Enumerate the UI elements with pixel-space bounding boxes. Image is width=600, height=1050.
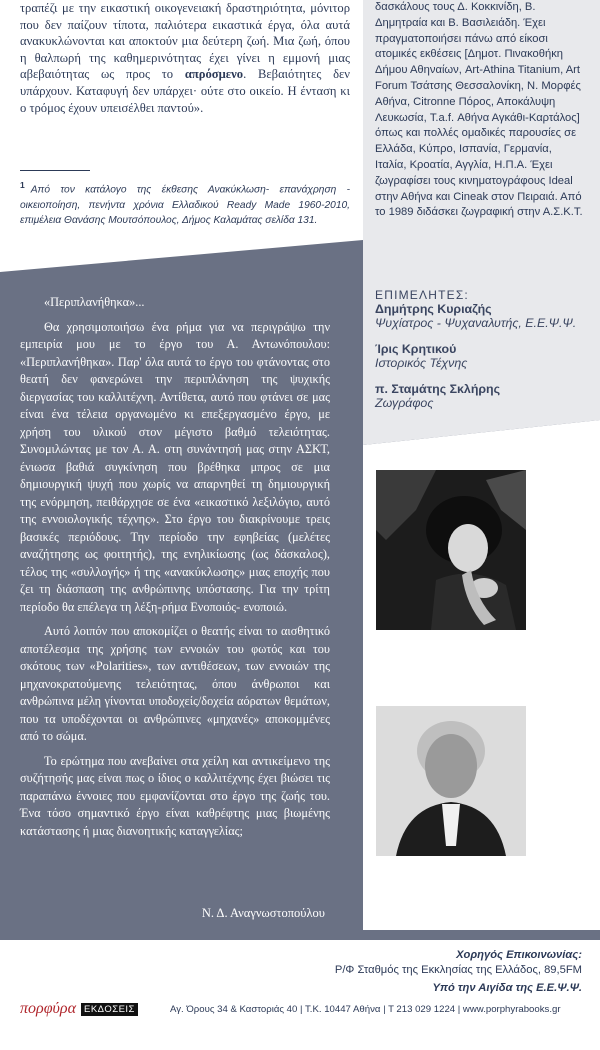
sponsor-label: Χορηγός Επικοινωνίας:	[456, 949, 582, 961]
curator-role: Ψυχίατρος - Ψυχαναλυτής, Ε.Ε.Ψ.Ψ.	[375, 316, 577, 330]
essay-paragraph: «Περιπλανήθηκα»...	[44, 295, 145, 309]
footnote-number: 1	[20, 180, 25, 190]
person-name: Δημήτρης Κυριαζής	[376, 864, 515, 881]
curator-entry	[375, 342, 595, 370]
curator-name: Δημήτρης Κυριαζής	[375, 302, 492, 316]
footnote-text: Από τον κατάλογο της έκθεσης Ανακύκλωση- επανάχρηση - οικειοποίηση, πενήντα χρόνια Ελλαδικού Ready Made 1960-2010, επιμέλεια Θανάσης Μουτσόπουλος, Δήμος Καλαμάτας σελίδα 131.	[20, 184, 350, 226]
footnote	[20, 178, 350, 228]
curators-heading: ΕΠΙΜΕΛΗΤΕΣ:	[375, 288, 469, 302]
curator-entry	[375, 302, 595, 330]
intro-text-continuation	[20, 0, 350, 116]
publisher-address: Αγ. Όρους 34 & Καστοριάς 40 | Τ.Κ. 10447 Αθήνα | Τ 213 029 1224 | www.porphyrabooks.gr	[170, 1004, 561, 1015]
essay-paragraph: Το ερώτημα που ανεβαίνει στα χείλη και αντικείμενο της συζήτησής μας είναι πως ο ίδιος ο καλλιτέχνης έχει βιώσει τις παραπάνω έννοιες που εμφανίζονται στο έργο της ζωής του. Ένα τόσο σημαντικό έργο είναι καθρέφτης μιας βιωμένης κατάστασης ή μιας διανοητικής καταγγελίας;	[20, 753, 330, 838]
sponsor-block	[300, 948, 582, 996]
person-role: Μ.Α., ArT.psy, ECP.h, Ψυχολόγος,	[378, 661, 531, 672]
intro-text-part-1: τραπέζι με την εικαστική οικογενειακή δραστηριότητα, μόνιτορ που δεν παίζουν τίποτα, παλιότερα εικαστικά έργα, όλα αυτά ανακυκλώνονται και αποκτούν μια δεύτερη ζωή. Μια ζωή, όπου η θαλπωρή της καθημερινότητας έχει γίνει η εμμονή μιας αβεβαιότητας ως προς το	[20, 1, 350, 82]
essay-paragraph: Αυτό λοιπόν που αποκομίζει ο θεατής είναι το αισθητικό αποτέλεσμα της χρήσης των εννοιών του φωτός και του σκότους των «Polarities», των αντιθέσεων, των εννοιών της μηχανοκρατούμενης τελειότητας, όπου άνθρωποι και ανθρώπινα μέλη γίνονται υποδοχείς/δοχεία αόρατων θεμάτων, που τα υποδέχονται οι ανθρώπινες «μηχανές» αποκομμένες από το σώμα.	[20, 624, 330, 743]
curator-name: π. Σταμάτης Σκλήρης	[375, 382, 501, 396]
curator-entry	[375, 382, 595, 410]
person-name: Νιζέττα Αναγνωστοπούλου	[376, 637, 566, 654]
curator-role: Ζωγράφος	[375, 396, 434, 410]
essay-signature: Ν. Δ. Αναγνωστοπούλου	[201, 906, 325, 920]
curator-role: Ιστορικός Τέχνης	[375, 356, 468, 370]
essay-text	[20, 294, 330, 847]
person-role: Εικαστική Ψυχοθεραπεύτρια	[378, 675, 506, 686]
curator-name: Ίρις Κρητικού	[375, 342, 457, 356]
aegis-text: Υπό την Αιγίδα της Ε.Ε.Ψ.Ψ.	[432, 982, 582, 994]
essay-paragraph: Θα χρησιμοποιήσω ένα ρήμα για να περιγράψω την εμπειρία μου με το έργο του Α. Αντωνόπουλου: «Περιπλανήθηκα». Παρ' όλα αυτά το έργο του φτάνοντας στο θεατή δεν φανερώνει την περιπλάνηση της ψυχικής διεργασίας του καλλιτέχνη. Αντίθετα, αυτό που φτάνει σε μας είναι ένα τέλεια οργανωμένο κι επεξεργασμένο έργο, με χρήση του υλικού στον μέγιστο βαθμό τελειότητας. Συνομιλώντας με τον Α. Α. στη συνάντησή μας στην ΑΣΚΤ, ένιωσα βαθιά συγκίνηση που βρέθηκα μπρος σε μια δημιουργική ψυχή που χωρίς να απαρνηθεί τη δημιουργική της ενόρμηση, πειθάρχησε σε ένα «εικαστικό λεξιλόγιο, αυτό της εννοιολογικής τέχνης». Στο έργο του διακρίνουμε τρεις βασικές περιόδους. Την περίοδο την εφηβείας (μελέτες αναζήτησης ως φοιτητής), της ενηλικίωσης (ως δάσκαλος), τέλος της «συλλογής» ή της «ανακύκλωσης» μιας εποχής που ζει τη διάσπαση της ανθρώπινης υπόστασης. Για την τρίτη περίοδο θα επέλεγα τη λέξη-ρήμα Ενοποιός- ενοποιώ.	[20, 319, 330, 614]
artist-bio-text: δασκάλους τους Δ. Κοκκινίδη, Β. Δημητραία και Β. Βασιλειάδη. Έχει πραγματοποιήσει πάνω από είκοσι ατομικές εκθέσεις [Δημοτ. Πινακοθήκη Δήμου Αθηναίων, Art-Athina Titanium, Art Forum Τσάτσης Θεσσαλονίκη, Ν. Μορφές Αθήνα, Citronne Πόρος, Αποκάλυψη Λευκωσία, T.a.f. Αθήνα Αγκάθι-Καρτάλος] όπως και πολλές ομαδικές παρουσίες σε Ελλάδα, Κύπρο, Ισπανία, Γερμανία, Ιταλία, Κροατία, Αγγλία, Η.Π.Α. Έχει ζωγραφίσει τους κινηματογράφους Ideal στην Αθήνα και Cineak στον Πειραιά. Από το 1989 διδάσκει ζωγραφική στην Α.Σ.Κ.Τ.	[375, 1, 583, 219]
intro-text-bold-word: απρόσμενο	[184, 67, 244, 82]
publisher-logo-sub: ΕΚΔΟΣΕΙΣ	[81, 1003, 138, 1016]
publisher-logo: πορφύρα	[20, 1000, 76, 1017]
curators-block	[375, 288, 595, 422]
portrait-photo-kyriazis	[376, 706, 526, 856]
intro-text-part-2: . Βεβαιότητες δεν υπάρχουν. Καταφυγή δεν υπάρχει· ούτε στο οικείο. Η ένταση κι ο τρόμος έχουν υπεισέλθει παντού».	[20, 67, 350, 115]
footnote-divider	[20, 170, 90, 171]
sponsor-text: Ρ/Φ Σταθμός της Εκκλησίας της Ελλάδος, 89,5FM	[334, 963, 582, 976]
portrait-photo-anagnostopoulou	[376, 470, 526, 630]
person-role: Ψυχίατρος- Ψυχαναλυτής, Ε.Ε.Ψ.Ψ.	[378, 887, 541, 898]
